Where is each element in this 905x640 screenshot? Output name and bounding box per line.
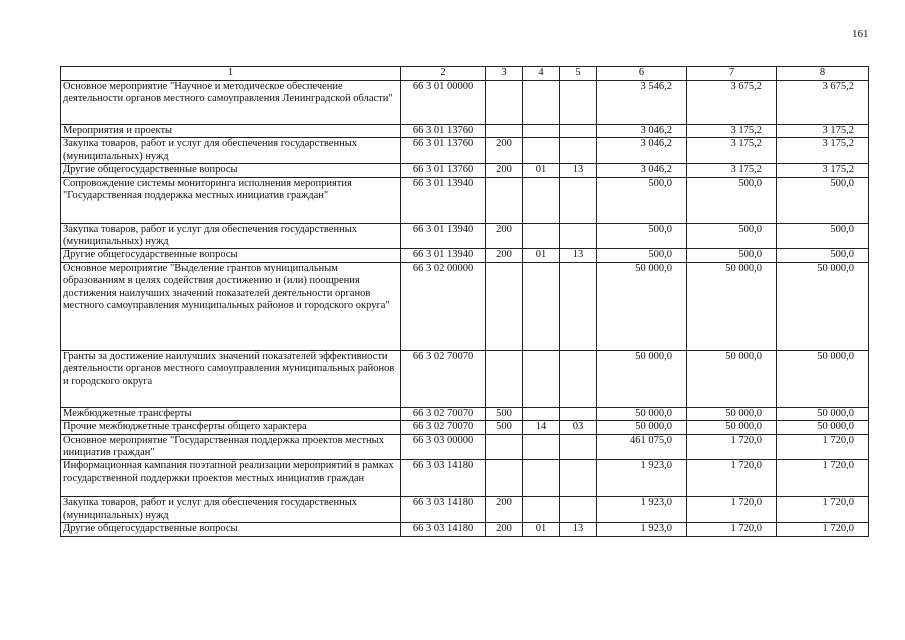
row-vr-cell: 200 [486, 164, 523, 177]
row-rz-cell [523, 497, 560, 523]
row-code-cell: 66 3 03 14180 [401, 523, 486, 536]
row-vr-cell: 200 [486, 497, 523, 523]
row-pr-cell: 13 [560, 164, 597, 177]
row-name-cell: Основное мероприятие "Научное и методическое обеспечение деятельности органов местного самоуправления Ленинградской области" [61, 81, 401, 125]
row-value-3-cell: 3 675,2 [777, 81, 869, 125]
row-code-cell: 66 3 03 14180 [401, 497, 486, 523]
row-vr-cell [486, 177, 523, 223]
row-name-cell: Информационная кампания поэтапной реализации мероприятий в рамках государственной поддержки проектов местных инициатив граждан [61, 460, 401, 497]
row-pr-cell: 13 [560, 523, 597, 536]
row-name-cell: Другие общегосударственные вопросы [61, 523, 401, 536]
row-value-3-cell: 50 000,0 [777, 262, 869, 350]
header-cell: 3 [486, 67, 523, 81]
header-cell: 6 [597, 67, 687, 81]
row-value-2-cell: 1 720,0 [687, 434, 777, 460]
row-value-3-cell: 500,0 [777, 177, 869, 223]
row-value-2-cell: 3 175,2 [687, 164, 777, 177]
row-rz-cell [523, 125, 560, 138]
row-code-cell: 66 3 01 13760 [401, 125, 486, 138]
row-vr-cell: 200 [486, 523, 523, 536]
row-pr-cell [560, 138, 597, 164]
row-name-cell: Сопровождение системы мониторинга исполнения мероприятия "Государственная поддержка местных инициатив граждан" [61, 177, 401, 223]
row-vr-cell: 200 [486, 223, 523, 249]
row-value-2-cell: 3 175,2 [687, 125, 777, 138]
row-vr-cell: 200 [486, 138, 523, 164]
row-value-1-cell: 50 000,0 [597, 421, 687, 434]
row-value-3-cell: 500,0 [777, 249, 869, 262]
row-value-3-cell: 3 175,2 [777, 125, 869, 138]
row-rz-cell [523, 407, 560, 420]
row-value-2-cell: 1 720,0 [687, 497, 777, 523]
row-pr-cell [560, 434, 597, 460]
row-vr-cell [486, 460, 523, 497]
row-rz-cell [523, 350, 560, 407]
row-value-1-cell: 3 046,2 [597, 138, 687, 164]
row-pr-cell [560, 497, 597, 523]
row-code-cell: 66 3 02 70070 [401, 407, 486, 420]
row-value-3-cell: 50 000,0 [777, 407, 869, 420]
row-code-cell: 66 3 01 13940 [401, 177, 486, 223]
row-name-cell: Другие общегосударственные вопросы [61, 249, 401, 262]
row-code-cell: 66 3 02 00000 [401, 262, 486, 350]
row-code-cell: 66 3 01 13760 [401, 138, 486, 164]
table-row [61, 164, 869, 177]
row-name-cell: Основное мероприятие "Государственная поддержка проектов местных инициатив граждан" [61, 434, 401, 460]
row-rz-cell [523, 138, 560, 164]
row-rz-cell: 01 [523, 249, 560, 262]
header-cell: 1 [61, 67, 401, 81]
row-value-3-cell: 1 720,0 [777, 523, 869, 536]
row-value-1-cell: 1 923,0 [597, 460, 687, 497]
row-value-2-cell: 1 720,0 [687, 523, 777, 536]
row-value-1-cell: 500,0 [597, 223, 687, 249]
row-value-2-cell: 50 000,0 [687, 421, 777, 434]
row-name-cell: Закупка товаров, работ и услуг для обеспечения государственных (муниципальных) нужд [61, 223, 401, 249]
header-row [61, 67, 869, 81]
row-rz-cell [523, 262, 560, 350]
row-value-2-cell: 3 175,2 [687, 138, 777, 164]
header-cell: 4 [523, 67, 560, 81]
row-name-cell: Мероприятия и проекты [61, 125, 401, 138]
row-value-1-cell: 461 075,0 [597, 434, 687, 460]
row-value-2-cell: 3 675,2 [687, 81, 777, 125]
row-rz-cell [523, 223, 560, 249]
row-value-2-cell: 1 720,0 [687, 460, 777, 497]
row-vr-cell [486, 434, 523, 460]
table-row [61, 421, 869, 434]
table-row [61, 81, 869, 125]
row-pr-cell [560, 223, 597, 249]
row-vr-cell [486, 262, 523, 350]
budget-table [60, 66, 869, 537]
row-rz-cell [523, 177, 560, 223]
row-code-cell: 66 3 01 13940 [401, 223, 486, 249]
row-value-3-cell: 1 720,0 [777, 460, 869, 497]
row-value-1-cell: 500,0 [597, 177, 687, 223]
header-cell: 7 [687, 67, 777, 81]
row-code-cell: 66 3 03 14180 [401, 460, 486, 497]
row-rz-cell [523, 81, 560, 125]
row-rz-cell [523, 434, 560, 460]
row-vr-cell [486, 81, 523, 125]
row-code-cell: 66 3 01 00000 [401, 81, 486, 125]
row-value-1-cell: 50 000,0 [597, 407, 687, 420]
row-code-cell: 66 3 03 00000 [401, 434, 486, 460]
row-vr-cell: 500 [486, 421, 523, 434]
row-code-cell: 66 3 02 70070 [401, 421, 486, 434]
row-pr-cell [560, 177, 597, 223]
row-value-1-cell: 50 000,0 [597, 262, 687, 350]
row-pr-cell [560, 460, 597, 497]
row-pr-cell: 03 [560, 421, 597, 434]
row-value-1-cell: 3 046,2 [597, 125, 687, 138]
row-pr-cell [560, 407, 597, 420]
row-name-cell: Другие общегосударственные вопросы [61, 164, 401, 177]
row-code-cell: 66 3 01 13760 [401, 164, 486, 177]
row-value-3-cell: 3 175,2 [777, 138, 869, 164]
row-value-1-cell: 3 546,2 [597, 81, 687, 125]
row-value-3-cell: 500,0 [777, 223, 869, 249]
row-vr-cell [486, 125, 523, 138]
table-row [61, 177, 869, 223]
row-value-2-cell: 500,0 [687, 223, 777, 249]
table-row [61, 497, 869, 523]
table-row [61, 223, 869, 249]
row-name-cell: Межбюджетные трансферты [61, 407, 401, 420]
row-value-2-cell: 500,0 [687, 177, 777, 223]
row-value-2-cell: 50 000,0 [687, 262, 777, 350]
row-code-cell: 66 3 02 70070 [401, 350, 486, 407]
row-pr-cell: 13 [560, 249, 597, 262]
row-value-3-cell: 3 175,2 [777, 164, 869, 177]
table-row [61, 460, 869, 497]
row-rz-cell: 01 [523, 523, 560, 536]
row-pr-cell [560, 81, 597, 125]
table-row [61, 262, 869, 350]
table-row [61, 407, 869, 420]
page-number: 161 [852, 28, 869, 40]
row-value-3-cell: 1 720,0 [777, 434, 869, 460]
row-value-1-cell: 3 046,2 [597, 164, 687, 177]
row-pr-cell [560, 125, 597, 138]
row-pr-cell [560, 262, 597, 350]
row-rz-cell [523, 460, 560, 497]
header-cell: 8 [777, 67, 869, 81]
row-vr-cell: 200 [486, 249, 523, 262]
row-name-cell: Гранты за достижение наилучших значений показателей эффективности деятельности органов местного самоуправления муниципальных районов и городского округа [61, 350, 401, 407]
row-code-cell: 66 3 01 13940 [401, 249, 486, 262]
row-value-2-cell: 50 000,0 [687, 407, 777, 420]
row-value-2-cell: 50 000,0 [687, 350, 777, 407]
row-name-cell: Прочие межбюджетные трансферты общего характера [61, 421, 401, 434]
row-value-3-cell: 50 000,0 [777, 350, 869, 407]
row-value-3-cell: 50 000,0 [777, 421, 869, 434]
table-row [61, 523, 869, 536]
header-cell: 2 [401, 67, 486, 81]
table-body [61, 81, 869, 537]
row-value-1-cell: 1 923,0 [597, 497, 687, 523]
row-value-1-cell: 500,0 [597, 249, 687, 262]
row-value-1-cell: 1 923,0 [597, 523, 687, 536]
row-value-2-cell: 500,0 [687, 249, 777, 262]
table-row [61, 249, 869, 262]
table-row [61, 125, 869, 138]
row-name-cell: Закупка товаров, работ и услуг для обеспечения государственных (муниципальных) нужд [61, 138, 401, 164]
row-name-cell: Основное мероприятие "Выделение грантов муниципальным образованиям в целях содействия достижению и (или) поощрения достижения наилучших значений показателей деятельности органов местного самоуправления муниципальных районов и городского округа" [61, 262, 401, 350]
row-vr-cell: 500 [486, 407, 523, 420]
row-value-1-cell: 50 000,0 [597, 350, 687, 407]
row-vr-cell [486, 350, 523, 407]
header-cell: 5 [560, 67, 597, 81]
row-value-3-cell: 1 720,0 [777, 497, 869, 523]
row-name-cell: Закупка товаров, работ и услуг для обеспечения государственных (муниципальных) нужд [61, 497, 401, 523]
table-row [61, 350, 869, 407]
table-row [61, 138, 869, 164]
row-rz-cell: 01 [523, 164, 560, 177]
row-rz-cell: 14 [523, 421, 560, 434]
table-row [61, 434, 869, 460]
row-pr-cell [560, 350, 597, 407]
